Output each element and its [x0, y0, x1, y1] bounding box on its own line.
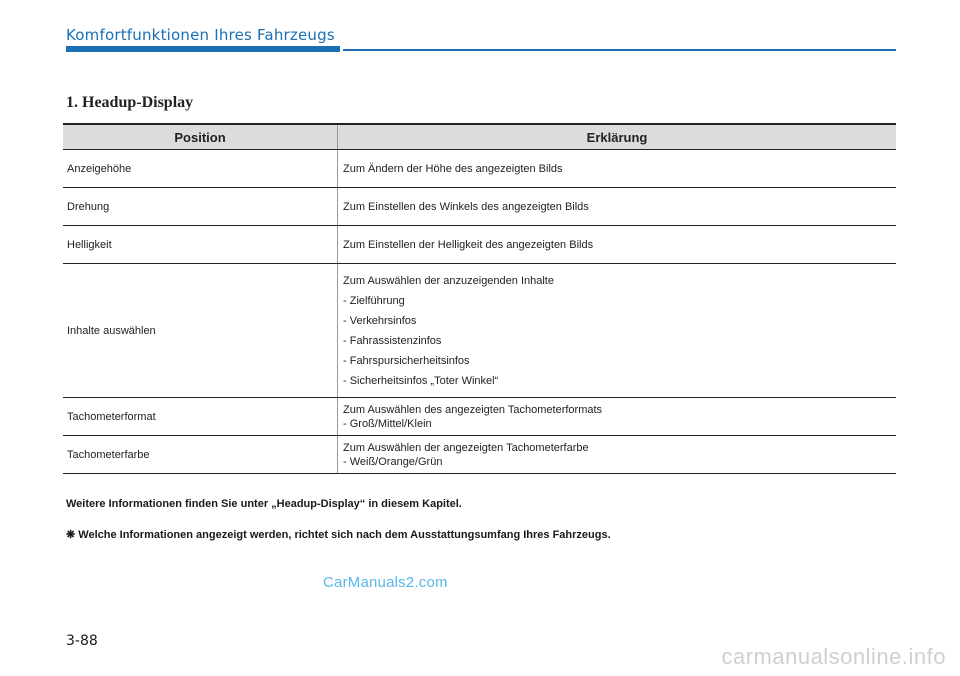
explanation-line: Zum Auswählen der anzuzeigenden Inhalte [343, 274, 554, 287]
row-position: Inhalte auswählen [63, 264, 338, 398]
table-row [63, 188, 896, 226]
row-explanation [338, 264, 897, 398]
explanation-line: - Verkehrsinfos [343, 314, 417, 327]
settings-table [63, 123, 896, 474]
explanation-line: - Weiß/Orange/Grün [343, 455, 443, 468]
row-explanation [338, 188, 897, 226]
row-position: Tachometerformat [63, 398, 338, 436]
row-position: Helligkeit [63, 226, 338, 264]
row-explanation [338, 436, 897, 474]
row-explanation [338, 150, 897, 188]
row-explanation [338, 398, 897, 436]
watermark-text: CarManuals2.com [323, 574, 448, 591]
row-position: Anzeigehöhe [63, 150, 338, 188]
column-header-position: Position [63, 124, 338, 150]
explanation-line: Zum Einstellen der Helligkeit des angezeigten Bilds [343, 238, 594, 251]
explanation-line: Zum Ändern der Höhe des angezeigten Bilds [343, 162, 563, 175]
table-row [63, 436, 896, 474]
more-info-note: Weitere Informationen finden Sie unter „Headup-Display“ in diesem Kapitel. [66, 498, 462, 510]
explanation-line: - Fahrassistenzinfos [343, 334, 442, 347]
row-explanation [338, 226, 897, 264]
section-heading: 1. Headup-Display [66, 94, 194, 111]
explanation-line: Zum Auswählen der angezeigten Tachometerfarbe [343, 441, 589, 454]
explanation-line: Zum Auswählen des angezeigten Tachometerformats [343, 403, 603, 416]
chapter-underline-thin [343, 49, 896, 51]
chapter-title: Komfortfunktionen Ihres Fahrzeugs [66, 26, 335, 44]
chapter-underline-thick [66, 46, 340, 52]
table-row [63, 150, 896, 188]
table-row [63, 226, 896, 264]
explanation-line: - Fahrspursicherheitsinfos [343, 354, 470, 367]
table-row [63, 398, 896, 436]
equipment-note: ❋ Welche Informationen angezeigt werden, richtet sich nach dem Ausstattungsumfang Ihres Fahrzeugs. [66, 529, 611, 541]
explanation-line: - Groß/Mittel/Klein [343, 417, 432, 430]
column-header-explanation: Erklärung [338, 124, 897, 150]
table-row [63, 264, 896, 398]
explanation-line: - Zielführung [343, 294, 405, 307]
row-position: Tachometerfarbe [63, 436, 338, 474]
table-header-row [63, 124, 896, 150]
explanation-line: Zum Einstellen des Winkels des angezeigten Bilds [343, 200, 589, 213]
page-number: 3-88 [66, 633, 98, 649]
footer-watermark: carmanualsonline.info [721, 644, 946, 669]
explanation-line: - Sicherheitsinfos „Toter Winkel“ [343, 374, 499, 387]
row-position: Drehung [63, 188, 338, 226]
